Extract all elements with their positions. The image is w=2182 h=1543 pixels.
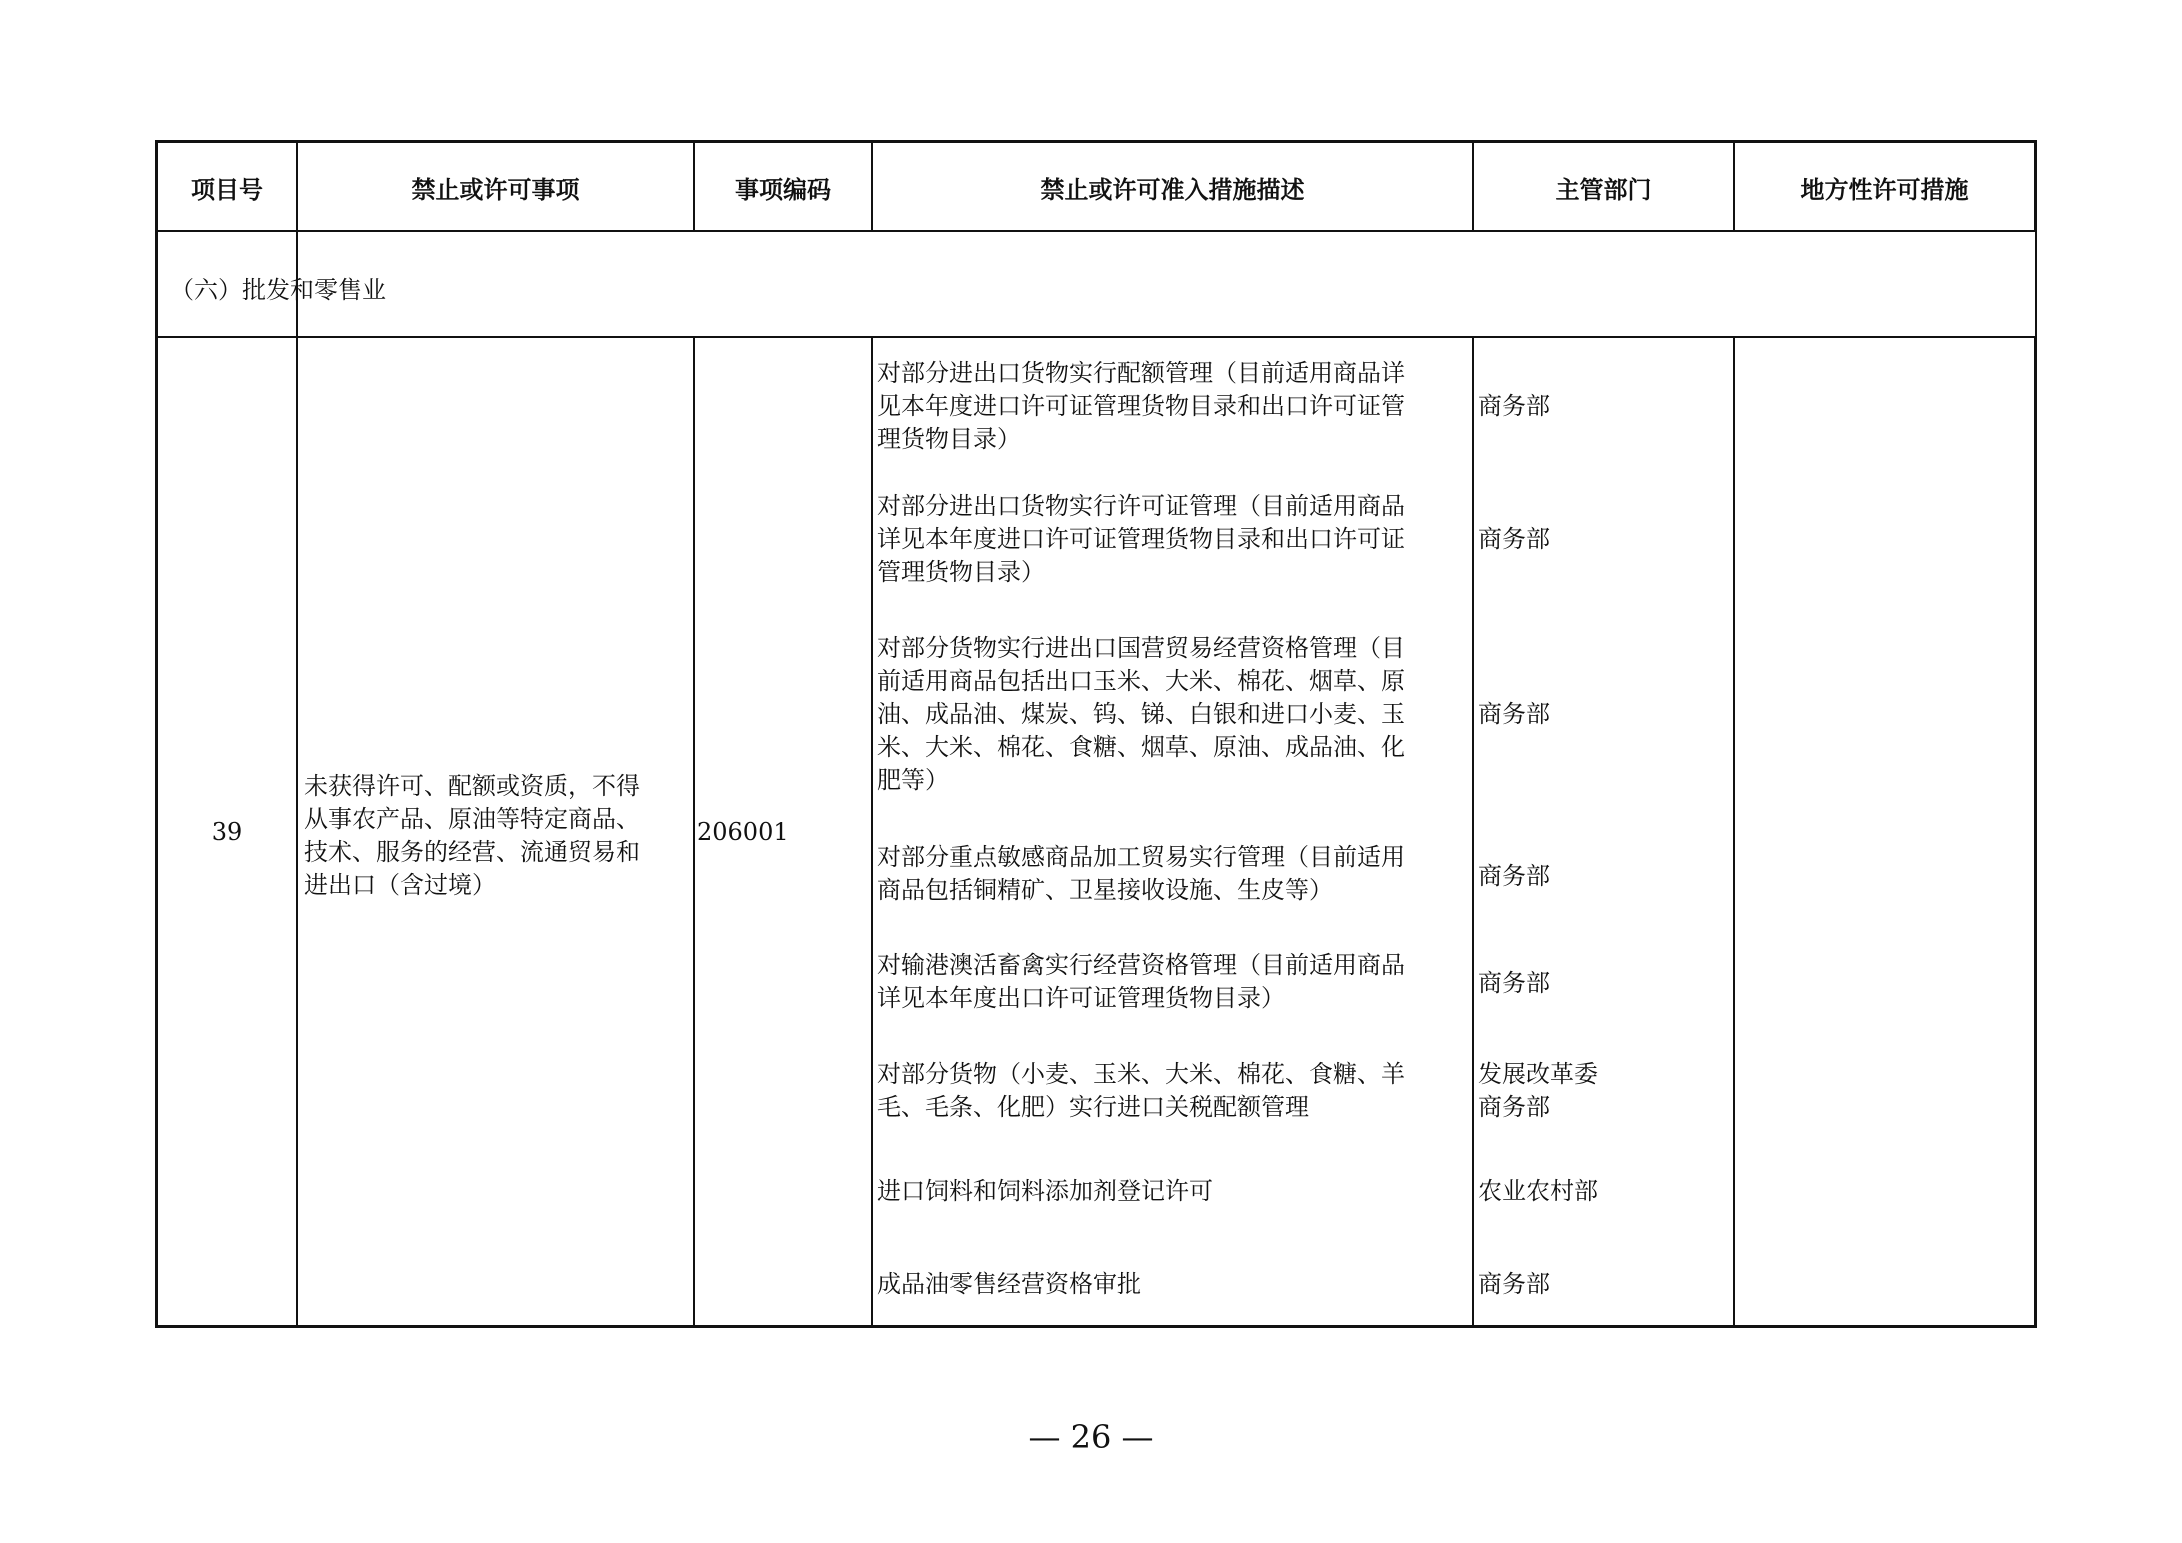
item-line: 未获得许可、配额或资质，不得 bbox=[304, 772, 640, 800]
department-6 bbox=[1478, 1058, 1598, 1124]
header-department: 主管部门 bbox=[1555, 175, 1652, 204]
measure-line: 对部分货物（小麦、玉米、大米、棉花、食糖、羊 bbox=[877, 1060, 1405, 1088]
measure-line: 对部分重点敏感商品加工贸易实行管理（目前适用 bbox=[877, 843, 1405, 871]
measure-line: 详见本年度出口许可证管理货物目录） bbox=[877, 984, 1285, 1012]
measure-line: 理货物目录） bbox=[877, 425, 1021, 453]
measure-line: 米、大米、棉花、食糖、烟草、原油、成品油、化 bbox=[877, 733, 1405, 761]
item-line: 技术、服务的经营、流通贸易和 bbox=[304, 838, 640, 866]
department-3: 商务部 bbox=[1478, 700, 1550, 728]
department-1: 商务部 bbox=[1478, 392, 1550, 420]
measure-line: 详见本年度进口许可证管理货物目录和出口许可证 bbox=[877, 525, 1405, 553]
page-number: — 26 — bbox=[1028, 1418, 1154, 1456]
measure-5 bbox=[877, 949, 1457, 1015]
measure-7 bbox=[877, 1175, 1457, 1208]
header-measures: 禁止或许可准入措施描述 bbox=[1040, 175, 1305, 204]
measure-line: 对输港澳活畜禽实行经营资格管理（目前适用商品 bbox=[877, 951, 1405, 979]
header-item-number: 项目号 bbox=[191, 175, 263, 204]
department-5: 商务部 bbox=[1478, 969, 1550, 997]
measure-3 bbox=[877, 632, 1457, 797]
measure-line: 管理货物目录） bbox=[877, 558, 1045, 586]
department-7: 农业农村部 bbox=[1478, 1177, 1598, 1205]
item-line: 进出口（含过境） bbox=[304, 871, 496, 899]
header-item-code: 事项编码 bbox=[735, 175, 831, 204]
measure-line: 对部分货物实行进出口国营贸易经营资格管理（目 bbox=[877, 634, 1405, 662]
department-line: 发展改革委 bbox=[1478, 1060, 1598, 1088]
measure-6 bbox=[877, 1058, 1457, 1124]
header-local-measures: 地方性许可措施 bbox=[1800, 175, 1969, 204]
department-4: 商务部 bbox=[1478, 862, 1550, 890]
measure-line: 进口饲料和饲料添加剂登记许可 bbox=[877, 1177, 1213, 1205]
department-8: 商务部 bbox=[1478, 1270, 1550, 1298]
measure-line: 见本年度进口许可证管理货物目录和出口许可证管 bbox=[877, 392, 1405, 420]
department-line: 商务部 bbox=[1478, 1093, 1550, 1121]
header-item: 禁止或许可事项 bbox=[411, 175, 580, 204]
section-row-mask bbox=[298, 232, 2035, 336]
measure-2 bbox=[877, 490, 1457, 589]
measure-line: 油、成品油、煤炭、钨、锑、白银和进口小麦、玉 bbox=[877, 700, 1405, 728]
item-line: 从事农产品、原油等特定商品、 bbox=[304, 805, 640, 833]
measure-line: 成品油零售经营资格审批 bbox=[877, 1270, 1141, 1298]
measure-4 bbox=[877, 841, 1457, 907]
measure-line: 商品包括铜精矿、卫星接收设施、生皮等） bbox=[877, 876, 1333, 904]
section-title: （六）批发和零售业 bbox=[170, 276, 386, 304]
measure-line: 毛、毛条、化肥）实行进口关税配额管理 bbox=[877, 1093, 1309, 1121]
measure-8 bbox=[877, 1268, 1457, 1301]
measure-line: 前适用商品包括出口玉米、大米、棉花、烟草、原 bbox=[877, 667, 1405, 695]
department-2: 商务部 bbox=[1478, 525, 1550, 553]
measure-line: 对部分进出口货物实行配额管理（目前适用商品详 bbox=[877, 359, 1405, 387]
item-code: 206001 bbox=[697, 818, 789, 846]
measure-line: 对部分进出口货物实行许可证管理（目前适用商品 bbox=[877, 492, 1405, 520]
item-number: 39 bbox=[211, 818, 243, 846]
measure-1 bbox=[877, 357, 1457, 456]
item-description bbox=[304, 770, 692, 902]
measure-line: 肥等） bbox=[877, 766, 949, 794]
row-divider bbox=[155, 336, 2037, 338]
